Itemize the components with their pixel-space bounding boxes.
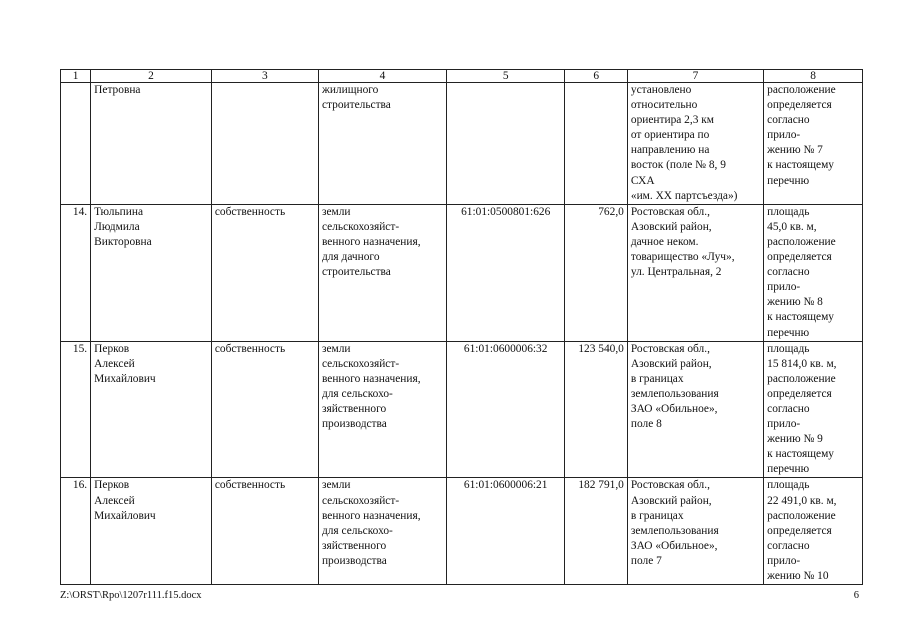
row-number: 15. (61, 341, 91, 478)
location-cell-line: ЗАО «Обильное», (630, 539, 718, 552)
land-category-cell-line: сельскохозяйст- (321, 494, 400, 507)
owner-cell (91, 478, 212, 585)
column-header-4: 4 (318, 70, 446, 83)
table-row (61, 478, 863, 585)
row-number: 14. (61, 204, 91, 341)
land-category-cell-line: сельскохозяйст- (321, 357, 400, 370)
area-cell (565, 83, 627, 205)
column-header-1: 1 (61, 70, 91, 83)
note-cell-line: к настоящему (767, 311, 835, 324)
row-number: 16. (61, 478, 91, 585)
location-cell-line: поле 7 (630, 554, 662, 567)
column-header-6: 6 (565, 70, 627, 83)
cadastral-number-cell: 61:01:0600006:32 (446, 341, 565, 478)
row-number (61, 83, 91, 205)
right-type-cell (211, 83, 318, 205)
land-category-cell-line: земли (321, 205, 351, 218)
note-cell-line: жению № 9 (767, 433, 823, 446)
owner-cell-line: Викторовна (94, 235, 152, 248)
land-category-cell-line: венного назначения, (321, 235, 421, 248)
column-header-5: 5 (446, 70, 565, 83)
land-category-cell-line: строительства (321, 266, 391, 279)
location-cell-line: Азовский район, (630, 220, 712, 233)
land-category-cell (318, 204, 446, 341)
note-cell-line: прило- (767, 129, 801, 142)
location-cell-line: дачное неком. (630, 235, 699, 248)
land-category-cell-line: строительства (321, 99, 391, 112)
land-category-cell-line: производства (321, 554, 387, 567)
owner-cell-line: Михайлович (94, 509, 156, 522)
note-cell-line: площадь (767, 479, 810, 492)
land-category-cell-line: зяйственного (321, 539, 387, 552)
column-header-3: 3 (211, 70, 318, 83)
location-cell-line: установлено (630, 84, 692, 96)
cadastral-number-cell: 61:01:0600006:21 (446, 478, 565, 585)
location-cell-line: землепользования (630, 387, 719, 400)
cadastral-number-cell (446, 83, 565, 205)
area-cell: 182 791,0 (565, 478, 627, 585)
note-cell-line: жению № 7 (767, 144, 823, 157)
location-cell-line: «им. XX партсъезда») (630, 189, 738, 202)
note-cell-line: прило- (767, 554, 801, 567)
area-cell: 762,0 (565, 204, 627, 341)
right-type-cell: собственность (211, 204, 318, 341)
note-cell-line: определяется (767, 524, 832, 537)
column-header-2: 2 (91, 70, 212, 83)
location-cell-line: землепользования (630, 524, 719, 537)
owner-cell-line: Перков (94, 479, 130, 492)
location-cell (627, 83, 763, 205)
right-type-cell: собственность (211, 478, 318, 585)
land-category-cell (318, 83, 446, 205)
table-row (61, 83, 863, 205)
location-cell-line: СХА (630, 174, 655, 187)
note-cell-line: согласно (767, 114, 810, 127)
page-number: 6 (853, 590, 859, 601)
location-cell (627, 341, 763, 478)
note-cell-line: перечню (767, 326, 810, 339)
location-cell-line: ЗАО «Обильное», (630, 402, 718, 415)
location-cell-line: в границах (630, 372, 684, 385)
note-cell-line: прило- (767, 418, 801, 431)
column-header-7: 7 (627, 70, 763, 83)
note-cell-line: 22 491,0 кв. м, (767, 494, 837, 507)
note-cell-line: расположение (767, 372, 836, 385)
note-cell-line: к настоящему (767, 448, 835, 461)
location-cell-line: восток (поле № 8, 9 (630, 159, 726, 172)
note-cell-line: жению № 8 (767, 296, 823, 309)
location-cell-line: от ориентира по (630, 129, 710, 142)
location-cell-line: ориентира 2,3 км (630, 114, 715, 127)
note-cell (764, 478, 863, 585)
land-category-cell-line: земли (321, 479, 351, 492)
location-cell-line: Азовский район, (630, 494, 712, 507)
right-type-cell: собственность (211, 341, 318, 478)
land-category-cell-line: для сельскохо- (321, 524, 393, 537)
note-cell (764, 341, 863, 478)
land-category-cell-line: сельскохозяйст- (321, 220, 400, 233)
land-category-cell-line: для дачного (321, 251, 380, 264)
location-cell-line: в границах (630, 509, 684, 522)
land-category-cell-line: земли (321, 342, 351, 355)
header-row (61, 70, 863, 83)
note-cell-line: расположение (767, 84, 836, 96)
land-category-cell-line: жилищного (321, 84, 379, 96)
note-cell-line: перечню (767, 174, 810, 187)
note-cell-line: перечню (767, 463, 810, 476)
land-category-cell-line: зяйственного (321, 402, 387, 415)
location-cell-line: товарищество «Луч», (630, 251, 735, 264)
land-category-cell-line: для сельскохо- (321, 387, 393, 400)
location-cell-line: Ростовская обл., (630, 479, 710, 492)
table-body (61, 83, 863, 585)
table-row (61, 204, 863, 341)
column-header-8: 8 (764, 70, 863, 83)
owner-cell-line: Тюльпина (94, 205, 143, 218)
location-cell (627, 204, 763, 341)
note-cell-line: согласно (767, 539, 810, 552)
land-category-cell (318, 478, 446, 585)
note-cell-line: жению № 10 (767, 570, 829, 582)
note-cell (764, 83, 863, 205)
note-cell-line: 45,0 кв. м, (767, 220, 817, 233)
owner-cell-line: Петровна (94, 84, 141, 96)
note-cell-line: 15 814,0 кв. м, (767, 357, 837, 370)
note-cell-line: расположение (767, 235, 836, 248)
owner-cell-line: Людмила (94, 220, 140, 233)
owner-cell (91, 204, 212, 341)
land-category-cell-line: производства (321, 418, 387, 431)
location-cell-line: направлению на (630, 144, 710, 157)
owner-cell-line: Михайлович (94, 372, 156, 385)
location-cell (627, 478, 763, 585)
note-cell-line: определяется (767, 99, 832, 112)
land-category-cell-line: венного назначения, (321, 372, 421, 385)
location-cell-line: Азовский район, (630, 357, 712, 370)
note-cell-line: прило- (767, 281, 801, 294)
location-cell-line: Ростовская обл., (630, 205, 710, 218)
land-category-cell-line: венного назначения, (321, 509, 421, 522)
land-plots-table (60, 69, 863, 585)
note-cell-line: согласно (767, 402, 810, 415)
land-category-cell (318, 341, 446, 478)
location-cell-line: поле 8 (630, 418, 662, 431)
note-cell (764, 204, 863, 341)
owner-cell (91, 341, 212, 478)
note-cell-line: согласно (767, 266, 810, 279)
footer-file-path: Z:\ORST\Rpo\1207r111.f15.docx (60, 590, 202, 601)
note-cell-line: площадь (767, 205, 810, 218)
location-cell-line: Ростовская обл., (630, 342, 710, 355)
note-cell-line: определяется (767, 387, 832, 400)
note-cell-line: расположение (767, 509, 836, 522)
location-cell-line: относительно (630, 99, 698, 112)
owner-cell (91, 83, 212, 205)
note-cell-line: определяется (767, 251, 832, 264)
area-cell: 123 540,0 (565, 341, 627, 478)
owner-cell-line: Алексей (94, 494, 135, 507)
note-cell-line: к настоящему (767, 159, 835, 172)
owner-cell-line: Алексей (94, 357, 135, 370)
cadastral-number-cell: 61:01:0500801:626 (446, 204, 565, 341)
note-cell-line: площадь (767, 342, 810, 355)
location-cell-line: ул. Центральная, 2 (630, 266, 722, 279)
table-row (61, 341, 863, 478)
owner-cell-line: Перков (94, 342, 130, 355)
